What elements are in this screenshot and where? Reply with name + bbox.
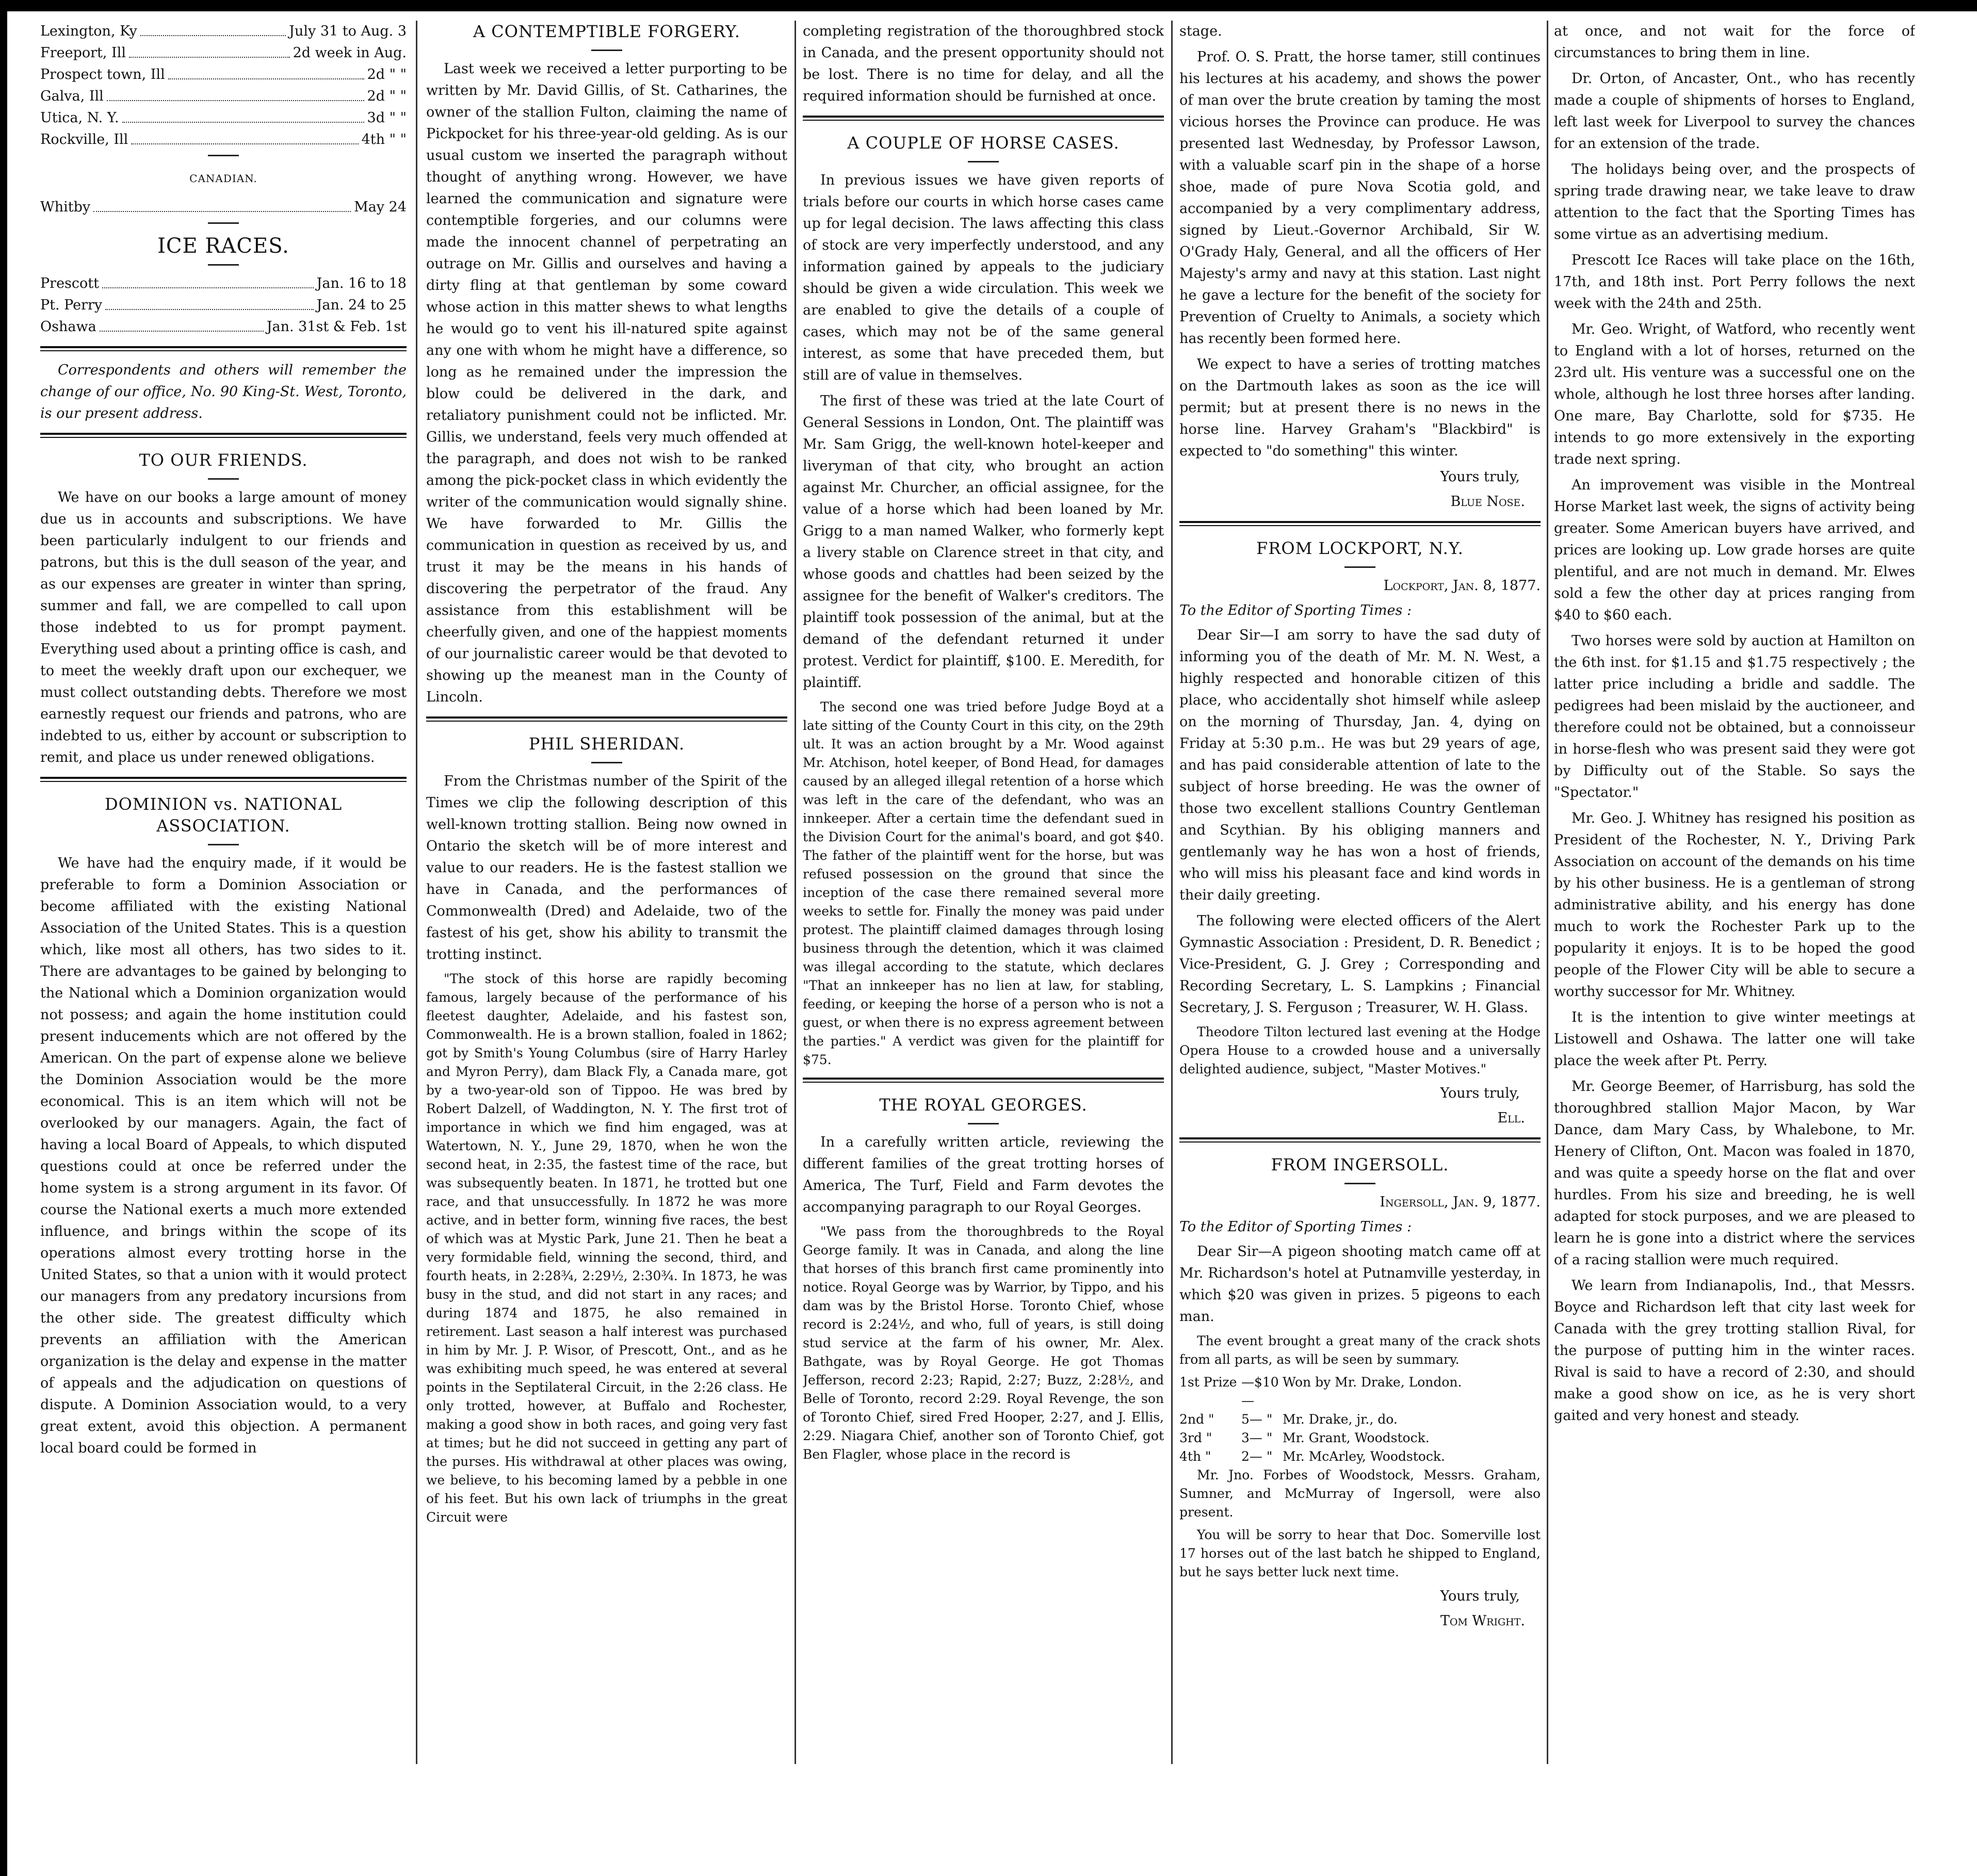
fixture-row-date: 2d " " xyxy=(367,67,407,83)
ingersoll-salutation: To the Editor of Sporting Times : xyxy=(1179,1219,1412,1235)
prize-amount: 2— " xyxy=(1241,1449,1273,1464)
friends-paragraph: We have on our books a large amount of money due us in accounts and subscriptions. We have been particularly indulgent to our friends and patrons, but this is the dull season of the year, and as our expenses are greater in winter than spring, summer and fall, we are compelled to call upon those indebted to us for prompt payment. Everything used about a printing office is cash, and to meet the weekly draft upon our exchequer, we must collect outstanding debts. Therefore we most earnestly request our friends and patrons, who are indebted to us, either by account or subscription to remit, and place us under renewed obligations. xyxy=(40,490,407,765)
horse-cases-heading: A COUPLE OF HORSE CASES. xyxy=(847,133,1120,153)
separator-dash xyxy=(208,478,239,480)
prize-place: 4th " xyxy=(1179,1449,1211,1464)
closing: Yours truly, xyxy=(1440,1085,1520,1101)
lockport-dateline: Lockport, Jan. 8, 1877. xyxy=(1383,578,1541,594)
friends-heading: TO OUR FRIENDS. xyxy=(139,450,308,470)
ingersoll-heading: FROM INGERSOLL. xyxy=(1271,1155,1449,1174)
ingersoll-paragraph-2: The event brought a great many of the crack shots from all parts, as will be seen by summary. xyxy=(1179,1333,1541,1367)
dominion-paragraph: We have had the enquiry made, if it would be preferable to form a Dominion Association or become affiliated with the existing National Association of the United States. This is a question which, like most all others, has two sides to it. There are advantages to be gained by belonging to the National which a Dominion organization would not possess; and again the home institution could present inducements which are not offered by the American. On the part of expense alone we believe the Dominion Association would be the more economical. This is an item which will not be overlooked by our managers. Again, the fact of having a local Board of Appeals, to which disputed questions could at once be referred under the home system is a strong argument in its favor. Of course the National exerts a much more extended influence, and brings within the scope of its operations almost every trotting horse in the United States, so that a union with it would protect our managers from any predatory incursions from the other side. The greatest difficulty which prevents an affiliation with the American organization is the delay and expense in the matter of appeals and the adjudication on questions of dispute. A Dominion Association would, to a very great extent, avoid this objection. A permanent local board could be formed in xyxy=(40,855,407,1456)
column-rule xyxy=(1547,21,1548,1764)
double-rule xyxy=(803,1078,1164,1083)
separator-dash xyxy=(591,50,622,51)
item-beemer: Mr. George Beemer, of Harrisburg, has sold the thoroughbred stallion Major Macon, by War Dance, dam Mary Cass, by Whalebone, to Mr. Henery of Clifton, Ont. Macon was foaled in 1870, and was quite a speedy horse on the flat and over hurdles. From his size and breeding, he is well adapted for stock purposes, and we are pleased to learn he is gone into a district where the services of a racing stallion were much required. xyxy=(1554,1079,1915,1268)
separator-dash xyxy=(1344,1183,1375,1184)
separator-dash xyxy=(208,844,239,845)
column-5 xyxy=(1554,21,1915,1759)
item-whitney: Mr. Geo. J. Whitney has resigned his position as President of the Rochester, N. Y., Driving Park Association on account of the demands on his time by his other business. He is a gentleman of strong administrative ability, and his energy has done much to work the Rochester Park up to the popularity it enjoys. It is to be hoped the good people of the Flower City will be able to secure a worthy successor for Mr. Whitney. xyxy=(1554,810,1915,1000)
prize-place: 3rd " xyxy=(1179,1430,1212,1445)
double-rule xyxy=(803,116,1164,121)
prize-winner: Mr. Drake, jr., do. xyxy=(1283,1412,1398,1427)
sheridan-intro: From the Christmas number of the Spirit of the Times we clip the following description of this well-known trotting stallion. Being now owned in Ontario the sketch will be of more interest and value to our readers. He is the fastest stallion we have in Canada, and the performances of Commonwealth (Dred) and Adelaide, two of the fastest of his get, show his ability to transmit the trotting instinct. xyxy=(426,773,787,963)
royal-georges-heading: THE ROYAL GEORGES. xyxy=(879,1095,1088,1115)
fixture-row-place: Lexington, Ky xyxy=(40,23,137,39)
double-rule xyxy=(40,346,407,351)
stage-text: stage. xyxy=(1179,23,1222,39)
prize-winner: Mr. McArley, Woodstock. xyxy=(1283,1449,1445,1464)
separator-dash xyxy=(208,155,239,156)
item-indianapolis: We learn from Indianapolis, Ind., that Messrs. Boyce and Richardson left that city last week for Canada with the grey trotting stallion Rival, for the purpose of putting him in the winter races. Rival is said to have a record of 2:30, and should make a good show on ice, as he is very short gaited and very honest and steady. xyxy=(1554,1278,1915,1424)
signature: Blue Nose. xyxy=(1450,494,1525,510)
double-rule xyxy=(1179,1137,1541,1143)
column-2 xyxy=(426,21,787,1759)
registration-text: completing registration of the thoroughbred stock in Canada, and the present opportunity should not be lost. There is no time for delay, and all the required information should be furnished at once. xyxy=(803,23,1164,104)
dot-leader xyxy=(105,295,313,310)
dot-leader xyxy=(140,21,286,36)
ingersoll-paragraph-4: You will be sorry to hear that Doc. Somerville lost 17 horses out of the last batch he shipped to England, but he says better luck next time. xyxy=(1179,1527,1541,1579)
sheridan-quote: "The stock of this horse are rapidly becoming famous, largely because of the performance of his fleetest daughter, Adelaide, and his fastest son, Commonwealth. He is a brown stallion, foaled in 1862; got by Smith's Young Columbus (sire of Harry Harley and Myron Perry), dam Black Fly, a Canada mare, got by a two-year-old son of Tippoo. He was bred by Robert Dalzell, of Waddington, N. Y. The first trot of importance in which we find him engaged, was at Watertown, N. Y., June 29, 1870, when he won the second heat, in 2:35, the fastest time of the race, but was subsequently beaten. In 1871, he trotted but one race, and that unsuccessfully. In 1872 he was more active, and in better form, winning five races, the best of which was at Mystic Park, June 21. Then he beat a very formidable field, winning the second, third, and fourth heats, in 2:28¾, 2:29½, 2:30¾. In 1873, he was busy in the stud, and did not start in any races; and during 1874 and 1875, he also remained in retirement. Last season a half interest was purchased in him by Mr. J. P. Wisor, of Prescott, Ont., and as he was exhibiting much speed, he was entered at several points in the Septilateral Circuit, in the 2:26 class. He only trotted, however, at Buffalo and Rochester, making a good show in both races, and going very fast at times; but he did not succeed in getting any part of the purses. His withdrawal at other places was owing, we believe, to his becoming lamed by a pebble in one of his feet. But his own lack of triumphs in the great Circuit were xyxy=(426,971,787,1525)
separator-dash xyxy=(208,264,239,266)
prize-row xyxy=(1179,1429,1541,1447)
prize-row xyxy=(1179,1447,1541,1466)
lockport-paragraph-2: The following were elected officers of the Alert Gymnastic Association : President, D. R. Benedict ; Vice-President, G. J. Grey ; Corresponding and Recording Secretary, L. S. Lampkins ; Financial Secretary, J. S. Ferguson ; Treasurer, W. H. Glass. xyxy=(1179,913,1541,1016)
fixture-row-place: Freeport, Ill xyxy=(40,45,126,61)
dot-leader xyxy=(122,107,364,123)
fixtures-list xyxy=(40,21,407,151)
signature: Tom Wright. xyxy=(1440,1613,1525,1629)
prize-row xyxy=(1179,1410,1541,1429)
fixture-row-place: Prospect town, Ill xyxy=(40,67,165,83)
lead-text: at once, and not wait for the force of circumstances to bring them in line. xyxy=(1554,23,1915,61)
canadian-label: CANADIAN. xyxy=(189,172,257,185)
prize-winner: Mr. Grant, Woodstock. xyxy=(1283,1430,1430,1445)
prize-place: 2nd " xyxy=(1179,1412,1214,1427)
lockport-heading: FROM LOCKPORT, N.Y. xyxy=(1256,539,1464,558)
column-1 xyxy=(40,21,407,1759)
ice-race-row-place: Prescott xyxy=(40,275,99,291)
dot-leader xyxy=(168,64,364,79)
item-holidays: The holidays being over, and the prospects of spring trade drawing near, we take leave to draw attention to the fact that the Sporting Times has some virtue as an advertising medium. xyxy=(1554,161,1915,242)
item-hamilton: Two horses were sold by auction at Hamilton on the 6th inst. for $1.15 and $1.75 respectively ; the latter price including a bridle and saddle. The pedigrees had been mislaid by the auctioneer, and therefore could not be obtained, but a connoisseur in horse-flesh who was present said they were got by Difficulty out of the Stable. So says the "Spectator." xyxy=(1554,633,1915,801)
fixture-row-place: Utica, N. Y. xyxy=(40,110,119,126)
ice-races-list xyxy=(40,273,407,338)
ice-race-row xyxy=(40,273,407,295)
ice-race-row-place: Oshawa xyxy=(40,319,96,335)
prize-amount: 5— " xyxy=(1241,1412,1273,1427)
column-3 xyxy=(803,21,1164,1759)
double-rule xyxy=(1179,521,1541,526)
fixture-row xyxy=(40,21,407,42)
horse-cases-second: The second one was tried before Judge Boyd at a late sitting of the County Court in this city, on the 29th ult. It was an action brought by a Mr. Wood against Mr. Atchison, hotel keeper, of Bond Head, for damages caused by an alleged illegal retention of a horse which was left in the care of the defendant, who was an innkeeper. After a certain time the defendant sued in the Division Court for the animal's board, and got $40. The father of the plaintiff went for the horse, but was refused possession on the ground that since the inception of the case there remained several more weeks to settle for. Finally the money was paid under protest. The plaintiff claimed damages through losing business through the detention, which it was claimed was illegal according to the statute, which declares "That an innkeeper has no lien at law, for stabling, feeding, or keeping the horse of a person who is not a guest, or when there is no express agreement between the parties." A verdict was given for the plaintiff for $75. xyxy=(803,699,1164,1067)
fixture-row-date: 3d " " xyxy=(367,110,407,126)
dot-leader xyxy=(102,273,314,288)
ice-race-row-place: Pt. Perry xyxy=(40,297,103,313)
canadian-fixture-row-place: Whitby xyxy=(40,199,91,215)
item-orton: Dr. Orton, of Ancaster, Ont., who has recently made a couple of shipments of horses to England, left last week for Liverpool to survey the chances for an extension of the trade. xyxy=(1554,71,1915,152)
prize-table xyxy=(1179,1373,1541,1466)
fixture-row xyxy=(40,107,407,129)
ice-race-row xyxy=(40,295,407,316)
closing: Yours truly, xyxy=(1440,469,1520,485)
dot-leader xyxy=(131,129,358,144)
canadian-fixture-row xyxy=(40,197,407,218)
fixture-row-date: 2d week in Aug. xyxy=(293,45,407,61)
item-montreal: An improvement was visible in the Montreal Horse Market last week, the signs of activity being greater. Some American buyers have arrived, and prices are looking up. Low grade horses are quite plentiful, and are not much in demand. Mr. Elwes sold a few the other day at prices ranging from $40 to $60 each. xyxy=(1554,477,1915,623)
canadian-fixtures-list xyxy=(40,197,407,218)
fixture-row xyxy=(40,129,407,151)
ice-race-row xyxy=(40,316,407,338)
royal-georges-quote: "We pass from the thoroughbreds to the Royal George family. It was in Canada, and along the line that horses of this branch first came prominently into notice. Royal George was by Warrior, by Tippo, and his dam was by the Bristol Horse. Toronto Chief, whose record is 2:24½, and who, full of years, is still doing stud service at the farm of his owner, Mr. Alex. Bathgate, was by Royal George. He got Thomas Jefferson, record 2:23; Rapid, 2:27; Buzz, 2:28½, and Belle of Toronto, record 2:29. Royal Revenge, the son of Toronto Chief, sired Fred Hooper, 2:27, and J. Ellis, 2:29. Niagara Chief, another son of Toronto Chief, got Ben Flagler, whose place in the record is xyxy=(803,1224,1164,1462)
left-border xyxy=(0,0,7,1876)
column-4 xyxy=(1179,21,1541,1759)
prize-row xyxy=(1179,1373,1541,1410)
fixture-row-date: July 31 to Aug. 3 xyxy=(289,23,407,39)
lockport-paragraph-3: Theodore Tilton lectured last evening at the Hodge Opera House to a crowded house and a universally delighted audience, subject, "Master Motives." xyxy=(1179,1024,1541,1076)
canadian-fixture-row-date: May 24 xyxy=(354,199,407,215)
separator-dash xyxy=(1344,566,1375,568)
prize-amount: 3— " xyxy=(1241,1430,1273,1445)
dot-leader xyxy=(93,197,351,212)
fixture-row-date: 2d " " xyxy=(367,88,407,104)
fixture-row xyxy=(40,64,407,86)
prize-winner: Won by Mr. Drake, London. xyxy=(1283,1375,1462,1390)
separator-dash xyxy=(968,1123,999,1124)
forgery-paragraph: Last week we received a letter purporting to be written by Mr. David Gillis, of St. Catharines, the owner of the stallion Fulton, claiming the name of Pickpocket for his three-year-old gelding. As is our usual custom we inserted the paragraph without thought of anything wrong. However, we have learned the communication and signature were contemptible forgeries, and our columns were made the innocent channel of perpetrating an outrage on Mr. Gillis and ourselves and having a dirty fling at that gentleman by some coward whose action in this matter shews to what lengths he would go to vent his ill-natured spite against any one with whom he might have a difference, so long as he remained under the impression the blow could be delivered in the dark, and retaliatory punishment could not be inflicted. Mr. Gillis, we understand, feels very much offended at the paragraph, and does not wish to be ranked among the pick-pocket class in which evidently the writer of the communication would signally shine. We have forwarded to Mr. Gillis the communication in question as received by us, and trust it may be the means in his hands of discovering the perpetrator of the fraud. Any assistance from this establishment will be cheerfully given, and one of the happiest moments of our journalistic career would be that devoted to showing up the meanest man in the County of Lincoln. xyxy=(426,61,787,705)
item-winter-meetings: It is the intention to give winter meetings at Listowell and Oshawa. The latter one will take place the week after Pt. Perry. xyxy=(1554,1009,1915,1069)
dot-leader xyxy=(129,42,290,58)
dominion-heading: DOMINION vs. NATIONAL ASSOCIATION. xyxy=(104,794,343,836)
prize-amount: —$10— xyxy=(1241,1375,1279,1408)
closing: Yours truly, xyxy=(1440,1588,1520,1604)
fixture-row-date: 4th " " xyxy=(361,132,407,148)
ingersoll-paragraph-3: Mr. Jno. Forbes of Woodstock, Messrs. Graham, Sumner, and McMurray of Ingersoll, were also present. xyxy=(1179,1467,1541,1520)
ice-race-row-date: Jan. 31st & Feb. 1st xyxy=(266,319,407,335)
ice-race-row-date: Jan. 16 to 18 xyxy=(316,275,407,291)
dot-leader xyxy=(107,86,364,101)
separator-dash xyxy=(591,762,622,763)
item-wright: Mr. Geo. Wright, of Watford, who recently went to England with a lot of horses, returned on the 23rd ult. His venture was a successful one on the whole, although he lost three horses after landing. One mare, Bay Charlotte, sold for $735. He intends to go more extensively in the exporting trade next spring. xyxy=(1554,321,1915,467)
office-notice: Correspondents and others will remember the change of our office, No. 90 King-St. West, Toronto, is our present address. xyxy=(40,362,407,421)
ice-race-row-date: Jan. 24 to 25 xyxy=(316,297,407,313)
double-rule xyxy=(40,433,407,438)
lockport-salutation: To the Editor of Sporting Times : xyxy=(1179,602,1412,618)
pratt-paragraph: Prof. O. S. Pratt, the horse tamer, still continues his lectures at his academy, and shows the power of man over the brute creation by taming the most vicious horses the Province can produce. He was presented last Wednesday, by Professor Lawson, with a valuable scarf pin in the shape of a horse shoe, made of pure Nova Scotia gold, and accompanied by a very complimentary address, signed by Lieut.-Governor Archibald, Sir W. O'Grady Haly, General, and all the officers of Her Majesty's army and navy at this station. Last night he gave a lecture for the benefit of the society for Prevention of Cruelty to Animals, a society which has recently been formed here. xyxy=(1179,49,1541,347)
fixture-row xyxy=(40,42,407,64)
horse-cases-intro: In previous issues we have given reports of trials before our courts in which horse cases came up for legal decision. The laws affecting this class of stock are very imperfectly understood, and any information gained by appeals to the judiciary should be given a wide circulation. This week we are enabled to give the details of a couple of cases, which may not be of the same general interest, as some that have preceded them, but still are of value in themselves. xyxy=(803,172,1164,383)
royal-georges-intro: In a carefully written article, reviewing the different families of the great trotting horses of America, The Turf, Field and Farm devotes the accompanying paragraph to our Royal Georges. xyxy=(803,1134,1164,1215)
item-prescott: Prescott Ice Races will take place on the 16th, 17th, and 18th inst. Port Perry follows the next week with the 24th and 25th. xyxy=(1554,252,1915,312)
prize-place: 1st Prize xyxy=(1179,1375,1237,1390)
horse-cases-first: The first of these was tried at the late Court of General Sessions in London, Ont. The plaintiff was Mr. Sam Grigg, the well-known hotel-keeper and liveryman of that city, who brought an action against Mr. Churcher, an official assignee, for the value of a horse which had been loaned by Mr. Grigg to a man named Walker, who formerly kept a livery stable on Clarence street in that city, and whose goods and chattles had been seized by the assignee for the benefit of Walker's creditors. The plaintiff took possession of the animal, but at the demand of the defendant returned it under protest. Verdict for plaintiff, $100. E. Meredith, for plaintiff. xyxy=(803,393,1164,691)
top-border xyxy=(0,0,1977,11)
column-rule xyxy=(416,21,417,1764)
column-rule xyxy=(795,21,796,1764)
separator-dash xyxy=(968,161,999,162)
column-rule xyxy=(1171,21,1173,1764)
double-rule xyxy=(40,777,407,782)
trotting-paragraph: We expect to have a series of trotting matches on the Dartmouth lakes as soon as the ice will permit; but at present there is no news in the horse line. Harvey Graham's "Blackbird" is expected to "do something" this winter. xyxy=(1179,356,1541,459)
fixture-row-place: Rockville, Ill xyxy=(40,132,128,148)
ingersoll-dateline: Ingersoll, Jan. 9, 1877. xyxy=(1380,1194,1541,1210)
sheridan-heading: PHIL SHERIDAN. xyxy=(528,734,685,754)
ice-races-heading: ICE RACES. xyxy=(157,234,289,258)
lockport-paragraph-1: Dear Sir—I am sorry to have the sad duty of informing you of the death of Mr. M. N. West, a highly respected and honorable citizen of this place, who accidentally shot himself while asleep on the morning of Thursday, Jan. 4, dying on Friday at 5:30 p.m.. He was but 29 years of age, and has paid considerable attention of late to the subject of horse breeding. He was the owner of those two excellent stallions Country Gentleman and Scythian. By his obliging manners and gentlemanly way he has won a host of friends, who will miss his pleasant face and kind words in their daily greeting. xyxy=(1179,627,1541,903)
fixture-row xyxy=(40,86,407,107)
dot-leader xyxy=(100,316,264,332)
fixture-row-place: Galva, Ill xyxy=(40,88,104,104)
double-rule xyxy=(426,716,787,722)
forgery-heading: A CONTEMPTIBLE FORGERY. xyxy=(473,22,740,41)
separator-dash xyxy=(208,222,239,224)
ingersoll-paragraph-1: Dear Sir—A pigeon shooting match came off at Mr. Richardson's hotel at Putnamville yesterday, in which $20 was given in prizes. 5 pigeons to each man. xyxy=(1179,1244,1541,1325)
signature: Ell. xyxy=(1497,1110,1525,1126)
